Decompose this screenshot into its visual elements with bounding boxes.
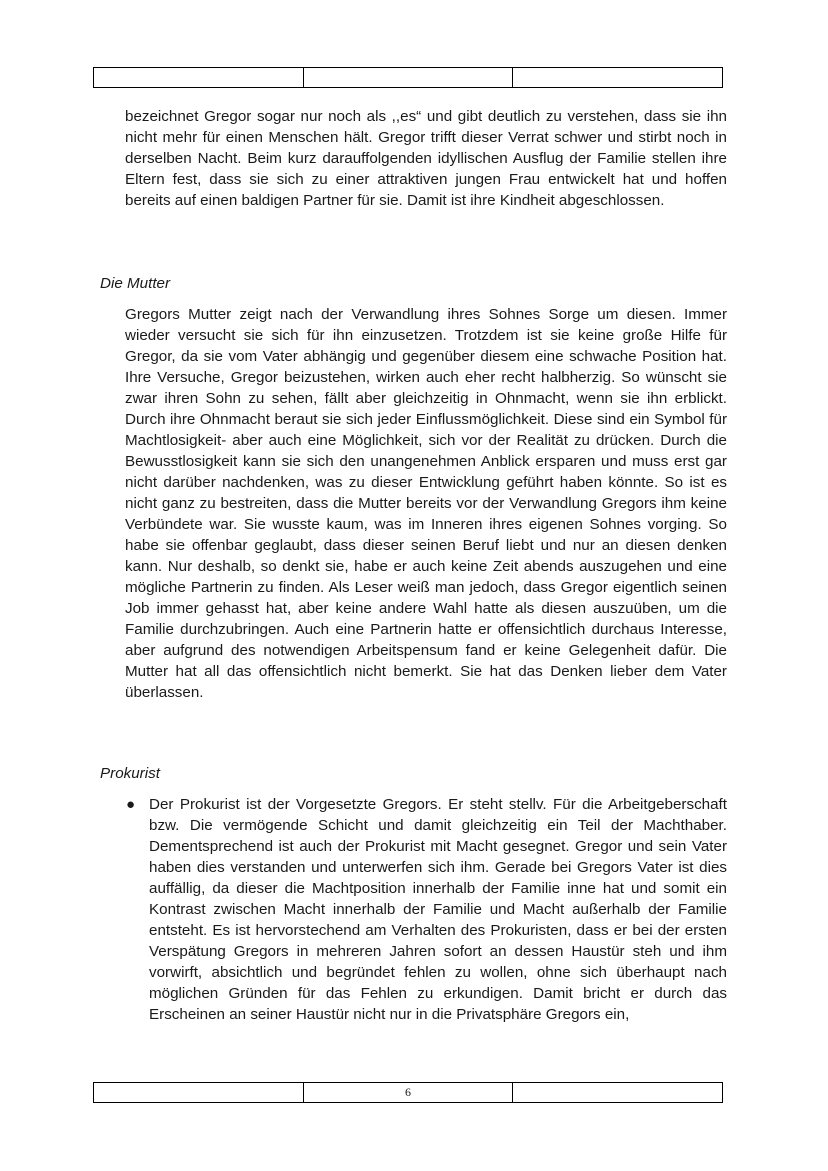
- bullet-text: Der Prokurist ist der Vorgesetzte Gregors. Er steht stellv. Für die Arbeitgeberschaft bzw. Die vermögende Schicht und damit gleichzeitig ein Teil der Machthaber. Dementsprechend ist auch der Prokurist mit Macht gesegnet. Gregor und sein Vater haben dies verstanden und unterwerfen sich ihm. Gerade bei Gregors Vater ist dies auffällig, da dieser die Machtposition innerhalb der Familie inne hat und somit ein Kontrast zwischen Macht innerhalb der Familie und Macht außerhalb der Familie entsteht. Es ist hervorstechend am Verhalten des Prokuristen, dass er bei der ersten Verspätung Gregors in mehreren Jahren sofort an dessen Haustür steh und ihm vorwirft, absichtlich und begründet fehlen zu wollen, ohne sich überhaupt nach möglichen Gründen für das Fehlen zu erkundigen. Damit bricht er durch das Erscheinen an seiner Haustür nicht nur in die Privatsphäre Gregors ein,: [149, 796, 727, 1023]
- footer-cell-right: [513, 1083, 723, 1103]
- section-heading-prokurist: Prokurist: [100, 765, 160, 782]
- footer-cell-left: [94, 1083, 304, 1103]
- header-row: [94, 68, 723, 88]
- section-heading-mutter: Die Mutter: [100, 275, 171, 292]
- header-cell-left: [94, 68, 304, 88]
- header-cell-center: [303, 68, 513, 88]
- bullet-icon: ●: [126, 796, 136, 813]
- footer-row: [94, 1083, 723, 1103]
- page-number: 6: [303, 1083, 513, 1103]
- intro-paragraph: bezeichnet Gregor sogar nur noch als ,,es“ und gibt deutlich zu verstehen, dass sie ihn nicht mehr für einen Menschen hält. Gregor trifft dieser Verrat schwer und stirbt noch in derselben Nacht. Beim kurz darauffolgenden idyllischen Ausflug der Familie stellen ihre Eltern fest, dass sie sich zu einer attraktiven jungen Frau entwickelt hat und hoffen bereits auf einen baldigen Partner für sie. Damit ist ihre Kindheit abgeschlossen.: [125, 108, 727, 209]
- mutter-paragraph: Gregors Mutter zeigt nach der Verwandlung ihres Sohnes Sorge um diesen. Immer wieder versucht sie sich für ihn einzusetzen. Trotzdem ist sie keine große Hilfe für Gregor, da sie vom Vater abhängig und gegenüber diesem eine schwache Position hat. Ihre Versuche, Gregor beizustehen, wirken auch eher recht halbherzig. So wünscht sie zwar ihren Sohn zu sehen, fällt aber gleichzeitig in Ohnmacht, wenn sie ihn erblickt. Durch ihre Ohnmacht beraut sie sich jeder Einflussmöglichkeit. Diese sind ein Symbol für Machtlosigkeit- aber auch eine Möglichkeit, sich vor der Realität zu drücken. Durch die Bewusstlosigkeit kann sie sich den unangenehmen Anblick ersparen und muss erst gar nicht darüber nachdenken, was zu dieser Entwicklung geführt haben könnte. So ist es nicht ganz zu bestreiten, dass die Mutter bereits vor der Verwandlung Gregors ihm keine Verbündete war. Sie wusste kaum, was im Inneren ihres eigenen Sohnes vorging. So habe sie offenbar geglaubt, dass dieser seinen Beruf liebt und nur an diesen denken kann. Nur deshalb, so denkt sie, habe er auch keine Zeit abends auszugehen und eine mögliche Partnerin zu finden. Als Leser weiß man jedoch, dass Gregor eigentlich seinen Job immer gehasst hat, aber keine andere Wahl hatte als diesen auszuüben, um die Familie durchzubringen. Auch eine Partnerin hatte er offensichtlich durchaus Interesse, aber aufgrund des notwendigen Arbeitspensum fand er keine Gelegenheit dafür. Die Mutter hat all das offensichtlich nicht bemerkt. Sie hat das Denken lieber dem Vater überlassen.: [125, 306, 727, 701]
- list-item: [125, 794, 727, 1025]
- prokurist-bullet-list: [125, 794, 727, 1025]
- header-table: [93, 67, 723, 88]
- header-cell-right: [513, 68, 723, 88]
- footer-table: [93, 1082, 723, 1103]
